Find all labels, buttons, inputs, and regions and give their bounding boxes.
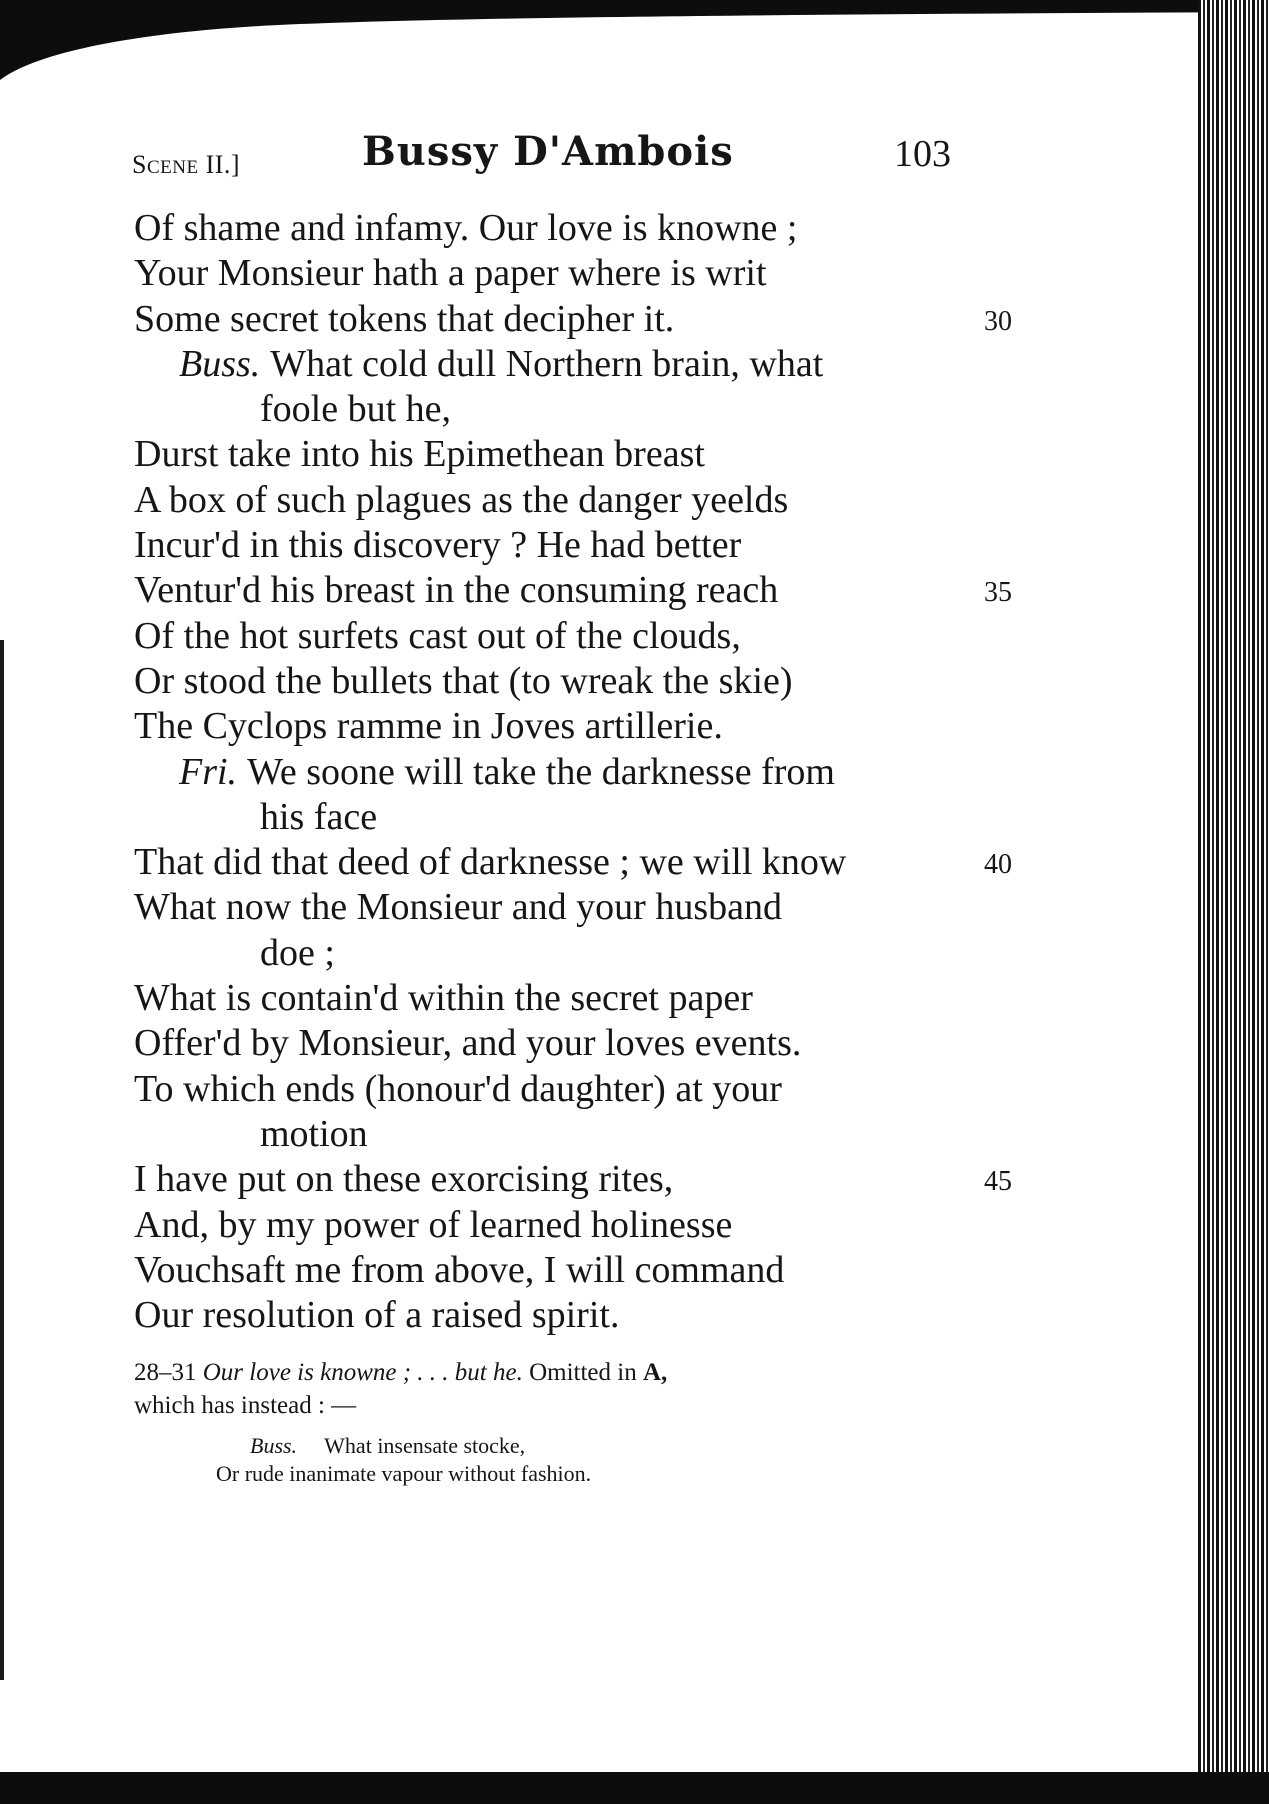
verse-line [134, 976, 1034, 1021]
scan-bottom-edge [0, 1772, 1269, 1804]
verse-text: Vouchsaft me from above, I will command [134, 1248, 785, 1291]
verse-text: Offer'd by Monsieur, and your loves events. [134, 1022, 802, 1065]
page-number: 103 [894, 133, 951, 175]
verse-block [134, 206, 1034, 1338]
footnote-alt-line1: What insensate stocke, [324, 1433, 526, 1458]
scan-top-edge [0, 0, 1269, 120]
verse-line [134, 478, 1034, 523]
verse-text: What now the Monsieur and your husband [134, 886, 782, 929]
verse-line [134, 206, 1034, 251]
verse-text: Ventur'd his breast in the consuming reach [134, 569, 779, 612]
verse-text: Of the hot surfets cast out of the clouds, [134, 614, 741, 657]
verse-text: Incur'd in this discovery ? He had better [134, 524, 742, 567]
verse-line [134, 840, 1034, 885]
footnote-edition: A, [642, 1359, 668, 1386]
verse-text: What is contain'd within the secret paper [134, 977, 753, 1020]
verse-line [134, 614, 1034, 659]
verse-text: The Cyclops ramme in Joves artillerie. [134, 705, 723, 748]
page-edge-left [0, 640, 4, 1680]
verse-line [134, 659, 1034, 704]
verse-text: A box of such plagues as the danger yeelds [134, 478, 789, 521]
line-number: 35 [984, 577, 1012, 609]
verse-text: And, by my power of learned holinesse [134, 1203, 733, 1246]
running-head [132, 128, 962, 188]
verse-line [134, 795, 1034, 840]
verse-line [134, 1248, 1034, 1293]
verse-line [134, 750, 1034, 795]
scene-label-cap: S [132, 150, 147, 179]
verse-text: Your Monsieur hath a paper where is writ [134, 252, 767, 295]
verse-text: motion [260, 1112, 368, 1155]
verse-line [134, 931, 1034, 976]
verse-line [134, 1203, 1034, 1248]
verse-line [134, 1021, 1034, 1066]
footnote-note: Omitted in [529, 1359, 637, 1386]
scene-label-number: II.] [205, 150, 241, 179]
speaker-name: Buss. [179, 342, 261, 385]
verse-text: doe ; [260, 931, 335, 974]
scene-label-small: CENE [146, 157, 199, 178]
verse-line [134, 1112, 1034, 1157]
line-number: 40 [984, 849, 1012, 881]
verse-line [134, 1293, 1034, 1338]
verse-line [134, 523, 1034, 568]
verse-line [134, 704, 1034, 749]
verse-text: What cold dull Northern brain, what [270, 342, 824, 385]
footnote [134, 1356, 964, 1422]
footnote-quote: Our love is knowne ; . . . but he. [202, 1359, 523, 1386]
verse-text: To which ends (honour'd daughter) at your [134, 1067, 782, 1110]
verse-line [134, 568, 1034, 613]
verse-text: his face [260, 795, 378, 838]
footnote-range: 28–31 [134, 1359, 197, 1386]
verse-text: Some secret tokens that decipher it. [134, 297, 675, 340]
page-edge-right [1198, 0, 1269, 1804]
verse-line [134, 1067, 1034, 1112]
line-number: 45 [984, 1166, 1012, 1198]
footnote-line2: which has instead : — [134, 1392, 357, 1419]
verse-line [134, 297, 1034, 342]
verse-text: I have put on these exorcising rites, [134, 1158, 674, 1201]
verse-line [134, 885, 1034, 930]
verse-text: We soone will take the darknesse from [247, 750, 835, 793]
verse-text: Of shame and infamy. Our love is knowne ; [134, 207, 798, 249]
line-number: 30 [984, 305, 1012, 337]
verse-text: Or stood the bullets that (to wreak the skie) [134, 659, 793, 702]
verse-text: Our resolution of a raised spirit. [134, 1294, 620, 1337]
scene-label [132, 150, 240, 180]
verse-line [134, 387, 1034, 432]
speaker-name: Fri. [179, 750, 238, 793]
footnote-alt-speaker: Buss. [250, 1433, 298, 1458]
footnote-alt-text [216, 1432, 592, 1488]
verse-line [134, 432, 1034, 477]
verse-text: Durst take into his Epimethean breast [134, 433, 705, 476]
footnote-alt-line2: Or rude inanimate vapour without fashion. [216, 1461, 592, 1486]
verse-line [134, 342, 1034, 387]
verse-line [134, 1157, 1034, 1202]
verse-line [134, 251, 1034, 296]
verse-text: foole but he, [260, 388, 452, 431]
verse-text: That did that deed of darknesse ; we will know [134, 841, 847, 884]
page-title: Bussy D'Ambois [362, 128, 734, 175]
